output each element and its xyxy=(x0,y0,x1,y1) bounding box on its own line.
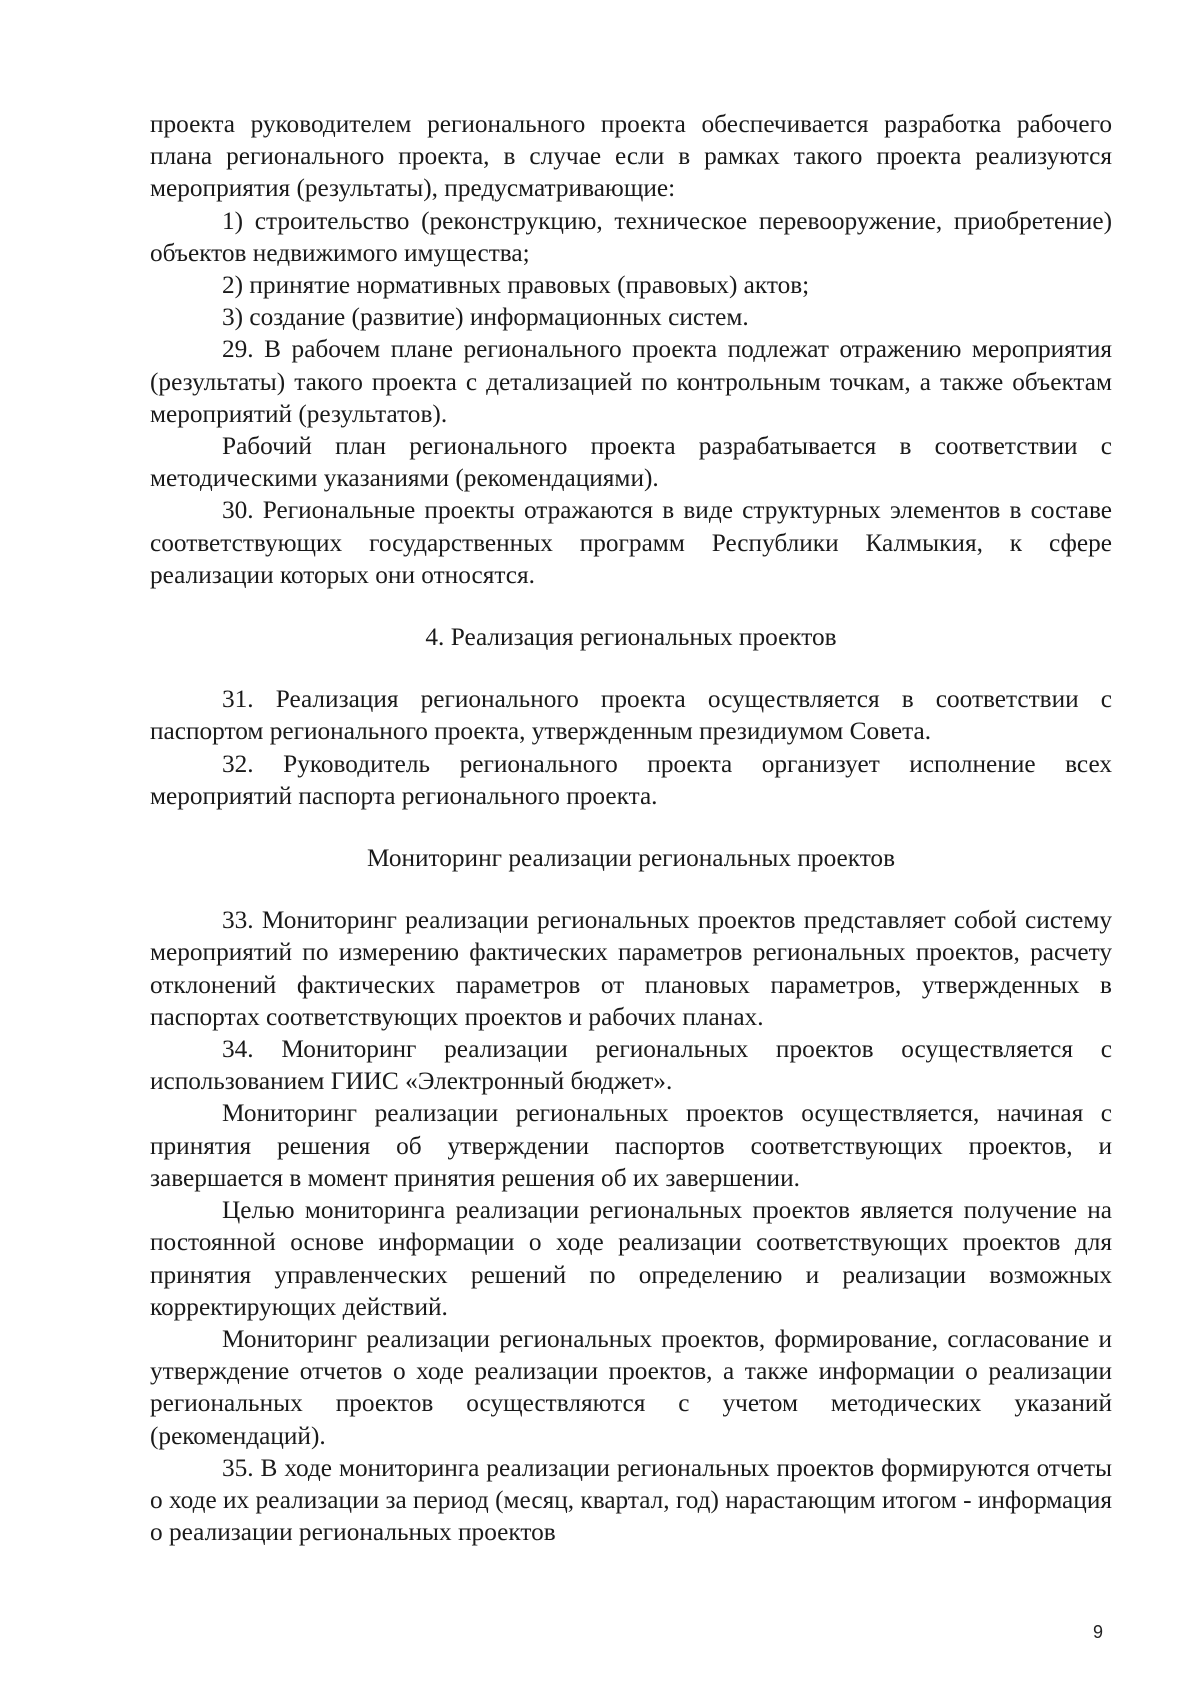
paragraph-monitoring-reports: Мониторинг реализации региональных проектов, формирование, согласование и утверждение отчетов о ходе реализации проектов, а также информации о реализации региональных проектов осуществляются с учетом методических указаний (рекомендаций). xyxy=(150,1324,1112,1450)
paragraph-31: 31. Реализация регионального проекта осуществляется в соответствии с паспортом регионального проекта, утвержденным президиумом Совета. xyxy=(150,685,1112,746)
document-page xyxy=(150,108,1112,1548)
paragraph-33: 33. Мониторинг реализации региональных проектов представляет собой систему мероприятий по измерению фактических параметров региональных проектов, расчету отклонений фактических параметров от плановых параметров, утвержденных в паспортах соответствующих проектов и рабочих планах. xyxy=(150,906,1112,1031)
paragraph-continuation: проекта руководителем регионального проекта обеспечивается разработка рабочего плана регионального проекта, в случае если в рамках такого проекта реализуются мероприятия (результаты), предусматривающие: xyxy=(150,110,1112,203)
paragraph-29: 29. В рабочем плане регионального проекта подлежат отражению мероприятия (результаты) такого проекта с детализацией по контрольным точкам, а также объектам мероприятий (результатов). xyxy=(150,335,1112,428)
paragraph-30: 30. Региональные проекты отражаются в виде структурных элементов в составе соответствующих государственных программ Республики Калмыкия, к сфере реализации которых они относятся. xyxy=(150,496,1112,589)
list-item-info-systems: 3) создание (развитие) информационных систем. xyxy=(222,303,749,332)
section-heading-monitoring: Мониторинг реализации региональных проектов xyxy=(366,844,896,873)
section-heading-implementation: 4. Реализация региональных проектов xyxy=(425,623,837,652)
list-item-construction: 1) строительство (реконструкцию, техническое перевооружение, приобретение) объектов недвижимого имущества; xyxy=(150,206,1112,267)
paragraph-32: 32. Руководитель регионального проекта организует исполнение всех мероприятий паспорта регионального проекта. xyxy=(150,749,1112,810)
paragraph-35: 35. В ходе мониторинга реализации региональных проектов формируются отчеты о ходе их реализации за период (месяц, квартал, год) нарастающим итогом - информация о реализации региональных проектов xyxy=(150,1453,1112,1547)
list-item-legal-acts: 2) принятие нормативных правовых (правовых) актов; xyxy=(222,271,810,300)
paragraph-monitoring-goal: Целью мониторинга реализации региональных проектов является получение на постоянной основе информации о ходе реализации соответствующих проектов для принятия управленческих решений по определению и реализации возможных корректирующих действий. xyxy=(150,1196,1112,1321)
paragraph-monitoring-period: Мониторинг реализации региональных проектов осуществляется, начиная с принятия решения об утверждении паспортов соответствующих проектов, и завершается в момент принятия решения об их завершении. xyxy=(150,1099,1112,1192)
paragraph-34: 34. Мониторинг реализации региональных проектов осуществляется с использованием ГИИС «Электронный бюджет». xyxy=(150,1035,1112,1096)
paragraph-work-plan: Рабочий план регионального проекта разрабатывается в соответствии с методическими указаниями (рекомендациями). xyxy=(150,432,1112,493)
page-number: 9 xyxy=(1093,1622,1104,1642)
